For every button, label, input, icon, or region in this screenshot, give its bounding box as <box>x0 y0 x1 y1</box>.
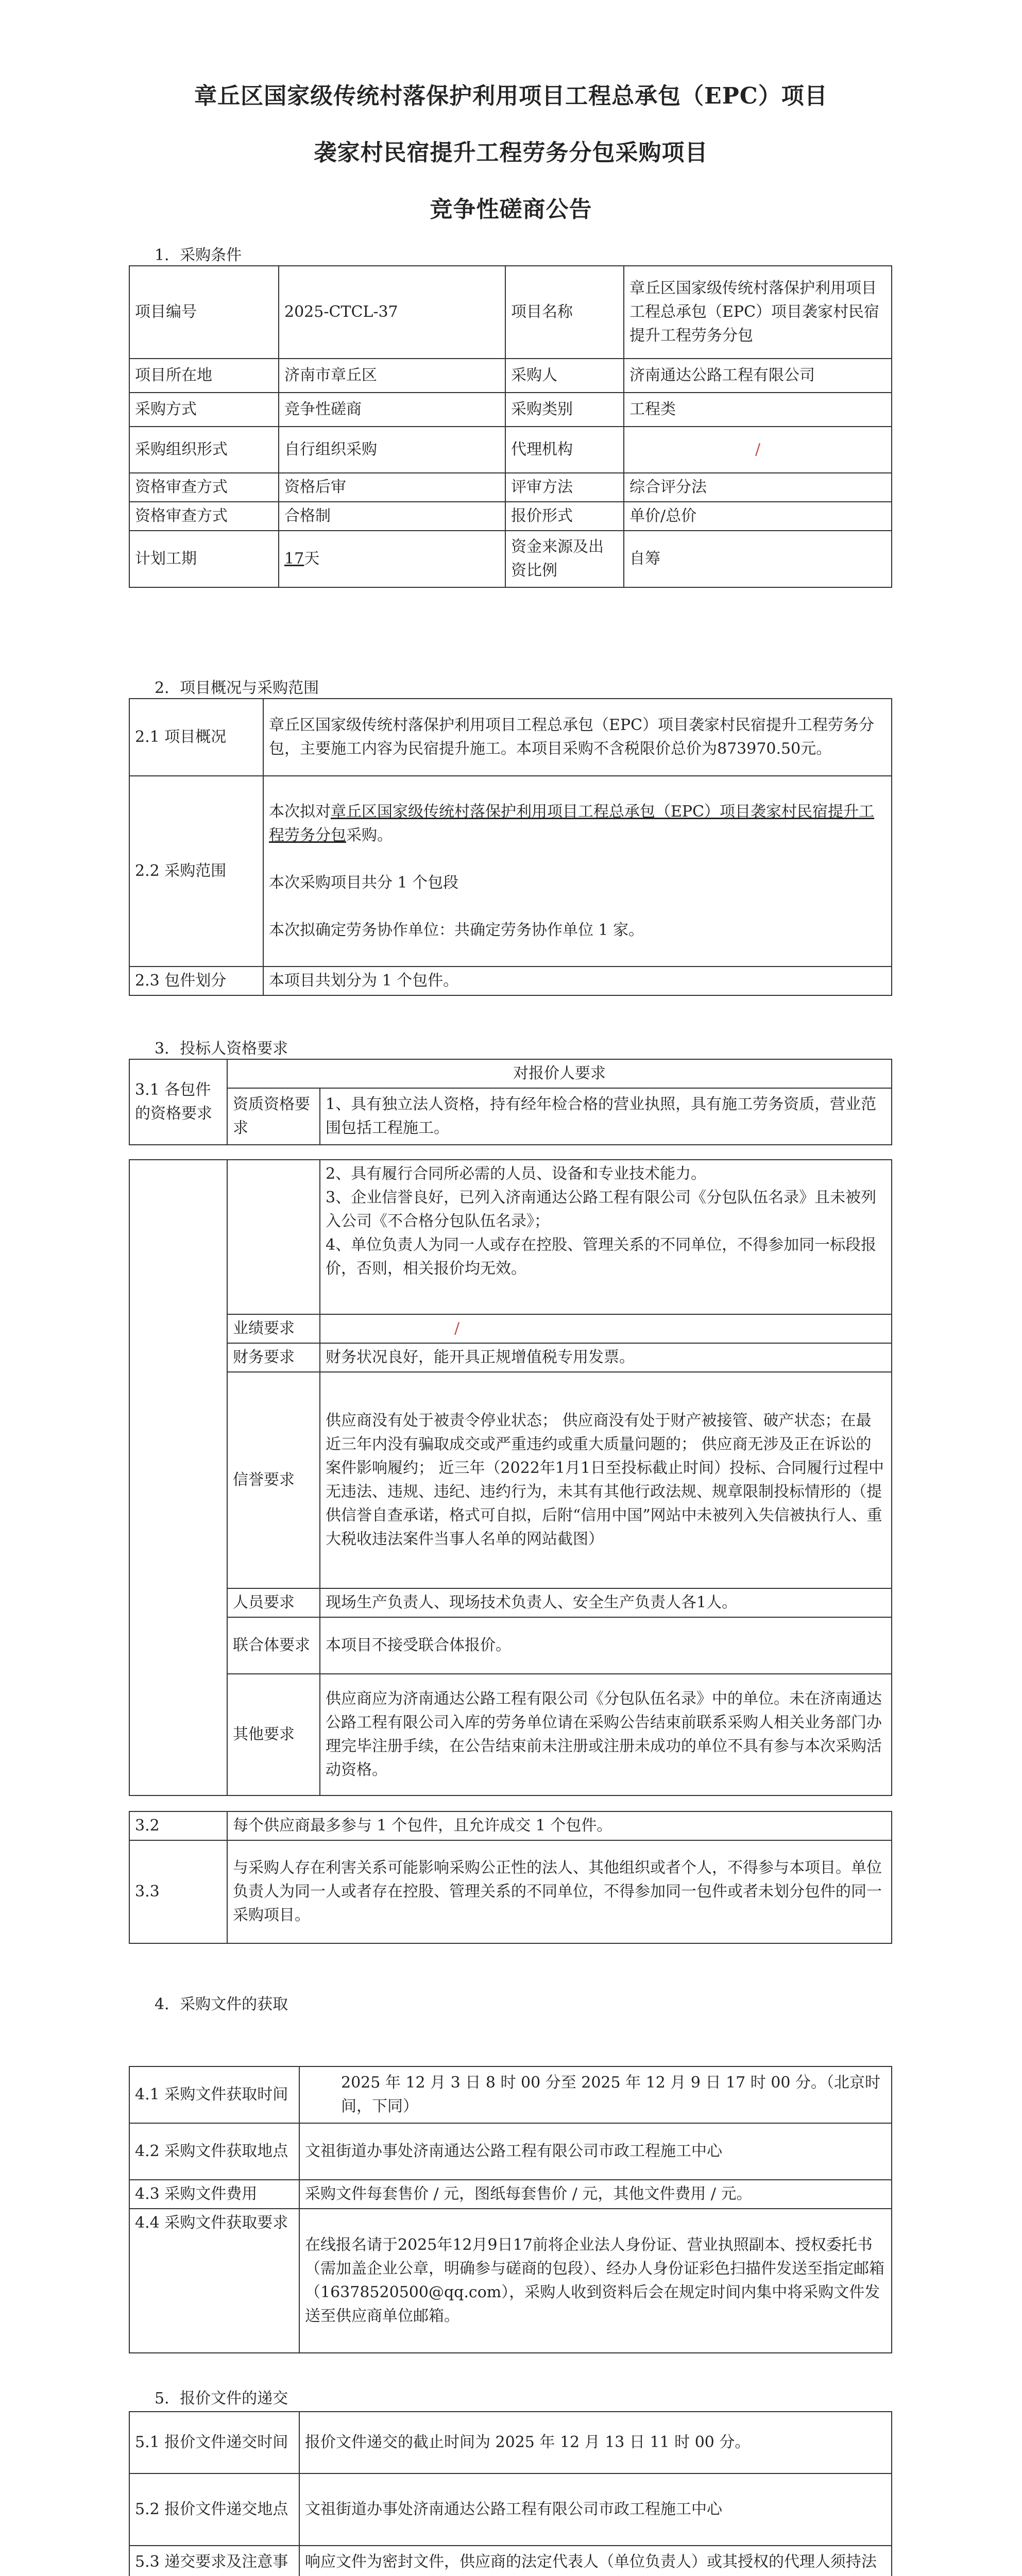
value-fin: 财务状况良好，能开具正规增值税专用发票。 <box>320 1343 892 1372</box>
value-quote-form: 单价/总价 <box>624 502 892 531</box>
label-project-no: 项目编号 <box>129 266 279 359</box>
label-get-way: 4.4 采购文件获取要求 <box>129 2209 299 2353</box>
value-project-name: 章丘区国家级传统村落保护利用项目工程总承包（EPC）项目袭家村民宿提升工程劳务分包 <box>624 266 892 359</box>
section-5-table <box>129 2411 892 2576</box>
value-lot: 本项目共划分为 1 个包件。 <box>263 967 892 995</box>
qual-item-3: 3、企业信誉良好，已列入济南通达公路工程有限公司《分包队伍名录》且未被列入公司《不合格分包队伍名录》； <box>326 1189 877 1230</box>
section-2-table <box>129 698 892 996</box>
qual-item-4: 4、单位负责人为同一人或存在控股、管理关系的不同单位，不得参加同一标段报价，否则，相关报价均无效。 <box>326 1236 877 1278</box>
scope-project-name: 章丘区国家级传统村落保护利用项目工程总承包（EPC）项目袭家村民宿提升工程劳务分包 <box>269 803 875 844</box>
label-eval-method: 评审方法 <box>505 473 624 502</box>
label-deadline: 5.1 报价文件递交时间 <box>129 2412 299 2473</box>
value-3-2: 每个供应商最多参与 1 个包件，且允许成交 1 个包件。 <box>227 1811 892 1840</box>
label-get-time: 4.1 采购文件获取时间 <box>129 2066 299 2123</box>
label-other: 其他要求 <box>227 1674 320 1795</box>
value-3-3: 与采购人存在利害关系可能影响采购公正性的法人、其他组织或者个人，不得参与本项目。单位负责人为同一人或者存在控股、管理关系的不同单位，不得参加同一包件或者未划分包件的同一采购项目。 <box>227 1840 892 1943</box>
label-credit: 信誉要求 <box>227 1372 320 1588</box>
req-left-column <box>129 1160 227 1795</box>
label-category: 采购类别 <box>505 393 624 427</box>
label-staff: 人员要求 <box>227 1588 320 1617</box>
period-unit: 天 <box>304 550 320 568</box>
label-submit-place: 5.2 报价文件递交地点 <box>129 2473 299 2546</box>
label-period: 计划工期 <box>129 531 279 587</box>
section-4-heading: 4．采购文件的获取 <box>155 1995 288 2013</box>
section-1-heading: 1．采购条件 <box>155 246 242 264</box>
label-3-2: 3.2 <box>129 1811 227 1840</box>
label-qual-review: 资格审查方式 <box>129 473 279 502</box>
value-staff: 现场生产负责人、现场技术负责人、安全生产负责人各1人。 <box>320 1588 892 1617</box>
label-submit-req: 5.3 递交要求及注意事 <box>129 2546 299 2576</box>
label-3-3: 3.3 <box>129 1840 227 1943</box>
label-lot: 2.3 包件划分 <box>129 967 263 995</box>
label-scope: 2.2 采购范围 <box>129 776 263 967</box>
qual-continued <box>227 1160 320 1314</box>
label-project-name: 项目名称 <box>505 266 624 359</box>
section-3-table-bottom <box>129 1811 892 1944</box>
value-qual-review: 资格后审 <box>279 473 505 502</box>
value-overview: 章丘区国家级传统村落保护利用项目工程总承包（EPC）项目袭家村民宿提升工程劳务分包，主要施工内容为民宿提升施工。本项目采购不含税限价总价为873970.50元。 <box>263 699 892 776</box>
section-5-heading: 5．报价文件的递交 <box>155 2389 288 2408</box>
value-qual-2-4 <box>320 1160 892 1314</box>
section-3-heading: 3．投标人资格要求 <box>155 1040 288 1058</box>
label-overview: 2.1 项目概况 <box>129 699 263 776</box>
value-period <box>279 531 505 587</box>
value-category: 工程类 <box>624 393 892 427</box>
label-qual-way: 资格审查方式 <box>129 502 279 531</box>
label-perf: 业绩要求 <box>227 1314 320 1343</box>
title-line-1: 章丘区国家级传统村落保护利用项目工程总承包（EPC）项目 <box>194 83 828 109</box>
label-fin: 财务要求 <box>227 1343 320 1372</box>
value-qual-1: 1、具有独立法人资格，持有经年检合格的营业执照，具有施工劳务资质，营业范围包括工程施工。 <box>320 1088 892 1145</box>
value-perf: / <box>320 1314 892 1343</box>
label-fee: 4.3 采购文件费用 <box>129 2180 299 2209</box>
scope-paragraph-2: 本次采购项目共分 1 个包段 <box>269 874 459 892</box>
label-qual: 资质资格要求 <box>227 1088 320 1145</box>
qual-item-2: 2、具有履行合同所必需的人员、设备和专业技术能力。 <box>326 1165 707 1183</box>
value-other: 供应商应为济南通达公路工程有限公司《分包队伍名录》中的单位。未在济南通达公路工程有限公司入库的劳务单位请在采购公告结束前联系采购人相关业务部门办理完毕注册手续，在公告结束前未注册或注册未成功的单位不具有参与本次采购活动资格。 <box>320 1674 892 1795</box>
label-org-form: 采购组织形式 <box>129 427 279 473</box>
value-location: 济南市章丘区 <box>279 359 505 393</box>
value-fund: 自筹 <box>624 531 892 587</box>
label-req: 3.1 各包件的资格要求 <box>129 1059 227 1145</box>
value-submit-req: 响应文件为密封文件，供应商的法定代表人（单位负责人）或其授权的代理人须持法 <box>299 2546 892 2576</box>
section-1-table <box>129 265 892 588</box>
value-get-place: 文祖街道办事处济南通达公路工程有限公司市政工程施工中心 <box>299 2123 892 2180</box>
scope-paragraph-1 <box>269 800 886 848</box>
title-line-2: 袭家村民宿提升工程劳务分包采购项目 <box>314 140 708 166</box>
label-location: 项目所在地 <box>129 359 279 393</box>
section-4-table <box>129 2066 892 2353</box>
value-consort: 本项目不接受联合体报价。 <box>320 1617 892 1674</box>
label-method: 采购方式 <box>129 393 279 427</box>
section-3-table-main <box>129 1159 892 1796</box>
value-eval-method: 综合评分法 <box>624 473 892 502</box>
value-scope <box>263 776 892 967</box>
value-fee: 采购文件每套售价 / 元，图纸每套售价 / 元，其他文件费用 / 元。 <box>299 2180 892 2209</box>
label-fund: 资金来源及出资比例 <box>505 531 624 587</box>
req-header: 对报价人要求 <box>227 1059 892 1088</box>
value-get-time: 2025 年 12 月 3 日 8 时 00 分至 2025 年 12 月 9 日 17 时 00 分。（北京时间，下同） <box>299 2066 892 2123</box>
scope-prefix: 本次拟对 <box>269 803 331 821</box>
value-method: 竞争性磋商 <box>279 393 505 427</box>
value-get-way: 在线报名请于2025年12月9日17前将企业法人身份证、营业执照副本、授权委托书（需加盖企业公章，明确参与磋商的包段）、经办人身份证彩色扫描件发送至指定邮箱（16378520500@qq.com），采购人收到资料后会在规定时间内集中将采购文件发送至供应商单位邮箱。 <box>299 2209 892 2353</box>
label-get-place: 4.2 采购文件获取地点 <box>129 2123 299 2180</box>
label-purchaser: 采购人 <box>505 359 624 393</box>
value-qual-way: 合格制 <box>279 502 505 531</box>
scope-paragraph-3: 本次拟确定劳务协作单位：共确定劳务协作单位 1 家。 <box>269 921 644 939</box>
value-deadline: 报价文件递交的截止时间为 2025 年 12 月 13 日 11 时 00 分。 <box>299 2412 892 2473</box>
label-quote-form: 报价形式 <box>505 502 624 531</box>
value-purchaser: 济南通达公路工程有限公司 <box>624 359 892 393</box>
scope-suffix: 采购。 <box>346 826 393 844</box>
value-submit-place: 文祖街道办事处济南通达公路工程有限公司市政工程施工中心 <box>299 2473 892 2546</box>
label-consort: 联合体要求 <box>227 1617 320 1674</box>
section-3-table-top <box>129 1059 892 1145</box>
value-credit: 供应商没有处于被责令停业状态； 供应商没有处于财产被接管、破产状态；在最近三年内没有骗取成交或严重违约或重大质量问题的； 供应商无涉及正在诉讼的案件影响履约； 近三年（2022年1月1日至投标截止时间）投标、合同履行过程中无违法、违规、违纪、违约行为，未其有其他行政法规、规章限制投标情形的（提供信誉自查承诺，格式可自拟，后附“信用中国”网站中未被列入失信被执行人、重大税收违法案件当事人名单的网站截图） <box>320 1372 892 1588</box>
value-project-no: 2025-CTCL-37 <box>279 266 505 359</box>
period-number: 17 <box>284 550 304 568</box>
label-agency: 代理机构 <box>505 427 624 473</box>
title-line-3: 竞争性磋商公告 <box>430 196 592 223</box>
section-2-heading: 2．项目概况与采购范围 <box>155 679 319 697</box>
value-org-form: 自行组织采购 <box>279 427 505 473</box>
value-agency: / <box>624 427 892 473</box>
